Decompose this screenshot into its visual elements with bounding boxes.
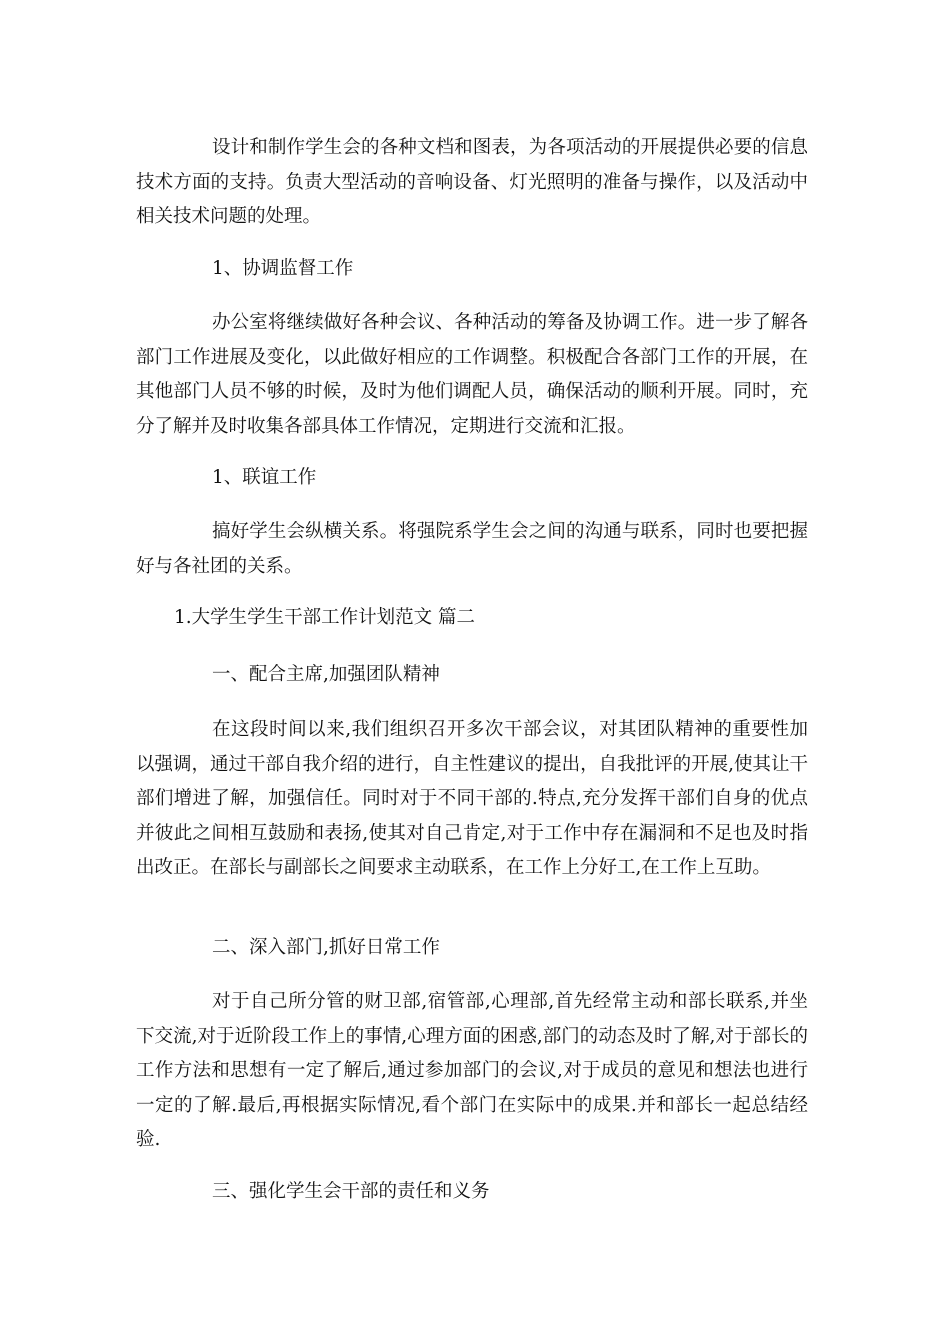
paragraph-office-coordination: 办公室将继续做好各种会议、各种活动的筹备及协调工作。进一步了解各部门工作进展及变化，以此做好相应的工作调整。积极配合各部门工作的开展，在其他部门人员不够的时候，及时为他们调配人员，确保活动的顺利开展。同时，充分了解并及时收集各部具体工作情况，定期进行交流和汇报。 [136,312,808,437]
section-title-part-two: 1.大学生学生干部工作计划范文 篇二 [174,607,476,628]
heading-team-spirit: 一、配合主席,加强团队精神 [212,664,440,685]
paragraph-tech-support: 设计和制作学生会的各种文档和图表，为各项活动的开展提供必要的信息技术方面的支持。负责大型活动的音响设备、灯光照明的准备与操作，以及活动中相关技术问题的处理。 [136,137,808,227]
heading-coordination: 1、协调监督工作 [212,258,354,279]
heading-daily-work: 二、深入部门,抓好日常工作 [212,937,440,958]
heading-liaison: 1、联谊工作 [212,467,317,488]
paragraph-team-spirit: 在这段时间以来,我们组织召开多次干部会议，对其团队精神的重要性加以强调，通过干部自我介绍的进行，自主性建议的提出，自我批评的开展,使其让干部们增进了解，加强信任。同时对于不同干部的.特点,充分发挥干部们自身的优点并彼此之间相互鼓励和表扬,使其对自己肯定,对于工作中存在漏洞和不足也及时指出改正。在部长与副部长之间要求主动联系，在工作上分好工,在工作上互助。 [136,719,808,878]
paragraph-daily-work: 对于自己所分管的财卫部,宿管部,心理部,首先经常主动和部长联系,并坐下交流,对于近阶段工作上的事情,心理方面的困惑,部门的动态及时了解,对于部长的工作方法和思想有一定了解后,通过参加部门的会议,对于成员的意见和想法也进行一定的了解.最后,再根据实际情况,看个部门在实际中的成果.并和部长一起总结经验. [136,991,808,1150]
paragraph-liaison: 搞好学生会纵横关系。将强院系学生会之间的沟通与联系，同时也要把握好与各社团的关系。 [136,521,808,577]
heading-responsibility: 三、强化学生会干部的责任和义务 [212,1181,490,1202]
